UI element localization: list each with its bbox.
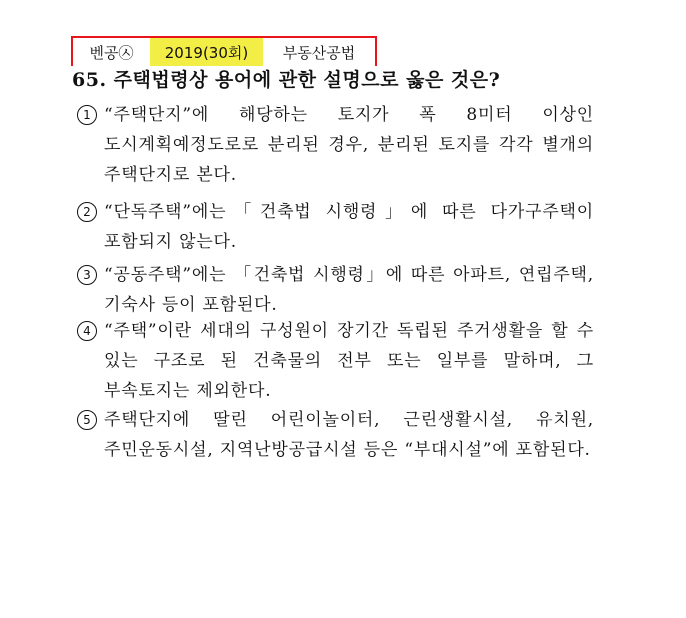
option-text: 주택단지에 딸린 어린이놀이터, 근린생활시설, 유치원, 주민운동시설, 지역난방공급시설 등은 “부대시설”에 포함된다. [104,410,594,460]
exam-source-label: 벤공㉦ [73,38,150,66]
option-number [74,316,100,346]
circled-number-4: 4 [77,321,97,341]
option-text: “공동주택”에는 「건축법 시행령」에 따른 아파트, 연립주택, 기숙사 등이 포함된다. [104,265,594,315]
answer-option-1 [74,100,594,190]
circled-number-5: 5 [77,410,97,430]
option-number [74,260,100,290]
option-text: “주택단지”에 해당하는 토지가 폭 8미터 이상인 도시계획예정도로로 분리된 경우, 분리된 토지를 각각 별개의 주택단지로 본다. [104,105,594,185]
option-text: “단독주택”에는「건축법 시행령」에 따른 다가구주택이 포함되지 않는다. [104,202,594,252]
answer-option-3 [74,260,594,320]
answer-option-4 [74,316,594,406]
option-number [74,100,100,130]
exam-source-header [71,36,377,66]
option-number [74,197,100,227]
answer-option-2 [74,197,594,257]
option-number [74,405,100,435]
answer-option-5 [74,405,594,465]
circled-number-2: 2 [77,202,97,222]
circled-number-1: 1 [77,105,97,125]
option-text: “주택”이란 세대의 구성원이 장기간 독립된 주거생활을 할 수 있는 구조로 된 건축물의 전부 또는 일부를 말하며, 그 부속토지는 제외한다. [104,321,594,401]
circled-number-3: 3 [77,265,97,285]
question-title: 65. 주택법령상 용어에 관한 설명으로 옳은 것은? [72,69,501,91]
exam-year-label: 2019(30회) [150,38,263,66]
exam-subject-label: 부동산공법 [263,38,375,66]
